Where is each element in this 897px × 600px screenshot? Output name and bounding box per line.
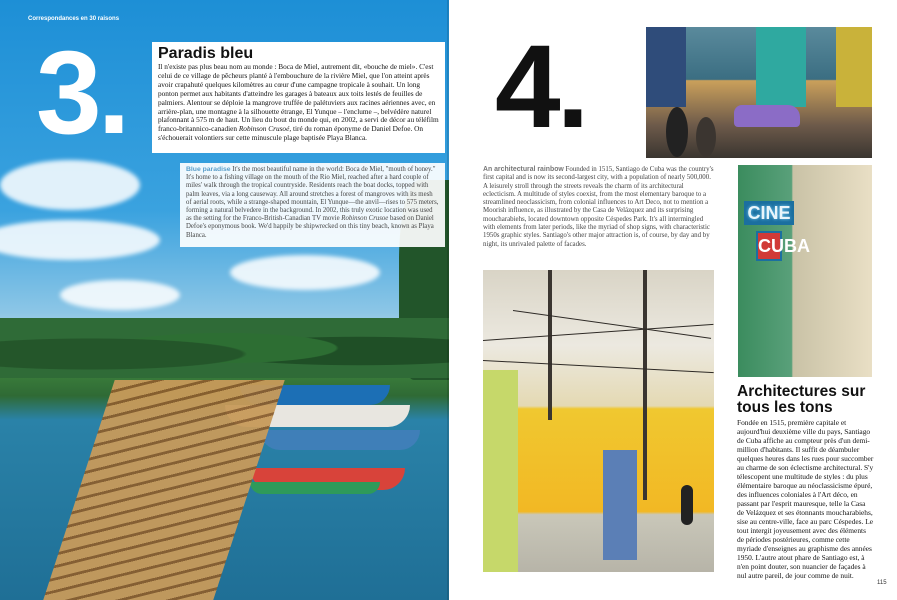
article-4-body-en: An architectural rainbow Founded in 1515, Santiago de Cuba was the country's first capital and is now its second-largest city, with a population of nearly 500,000. A leisurely stroll through the streets reveals the charm of its architectural eclecticism. A multitude of styles coexist, from the most elementary baroque to a streamlined neoclassicism, from colonial influences to Art Deco, not to mention a Moorish influence, as illustrated by the Casa de Velázquez and its surprising moucharabiehs, located downtown opposite Céspedes Park. It's all intermingled with elements from later periods, like the myriad of shop signs, with characteristic 1950s graphic styles. Santiago's other major attraction is, of course, by day and by night, its unrivaled palette of facades.	[483, 166, 714, 248]
sign-cuba: CUBA	[756, 231, 782, 261]
item-number-3: 3.	[36, 27, 127, 159]
photo-colonial-street-wires	[483, 270, 714, 572]
vintage-car	[734, 105, 800, 127]
article-4-french	[737, 418, 874, 580]
article-3-body-fr: Il n'existe pas plus beau nom au monde : Boca de Miel, autrement dit, «bouche de miel». C'est celui de ce village de pêcheurs planté à l'embouchure de la rivière Miel, que l'on atteint après avoir crapahuté quelques kilomètres au cœur d'une campagne tropicale à souhait. Un long ponton permet aux habitants d'atteindre les garages à bateaux aux toits lestés de feuilles de palmiers. Alentour se déploie la mangrove truffée de palétuviers aux racines aériennes avec, en arrière-plan, une montagne à la silhouette étrange, El Yunque – l'enclume –, belvédère naturel plafonnant à 575 m de haut. Un lieu du bout du monde qui, en 2002, a servi de décor au téléfilm franco-britannico-canadien Robinson Crusoé, tiré du roman éponyme de Daniel Defoe. On s'échouerait volontiers sur cette minuscule plage baptisée Playa Blanca.	[158, 62, 439, 143]
building	[836, 27, 872, 107]
utility-pole	[548, 270, 552, 420]
cloud	[0, 160, 140, 210]
article-3-lead-en: Blue paradise	[186, 166, 231, 173]
article-4-english	[483, 166, 715, 264]
article-4-title: Architectures sur tous les tons	[737, 383, 866, 416]
sign-cine: CINE	[744, 201, 794, 225]
article-3-body-en: Blue paradise It's the most beautiful name in the world: Boca de Miel, "mouth of honey." It's home to a fishing village on the mouth of the Rio Miel, reached after a hard couple of miles' walk through the tropical countryside. Residents reach the boat docks, topped with palm leaves, via a long causeway. All around stretches a forest of mangroves with its mesh of aerial roots, while a strange-shaped mountain, El Yunque—the anvil—rises to 575 meters, forming a natural belvedere in the background. In 2002, this truly exotic location was used as the setting for the Franco-British-Canadian TV movie Robinson Crusoe based on Daniel Defoe's eponymous book. We'd happily be shipwrecked on this tiny beach, known as Playa Blanca.	[186, 166, 439, 239]
article-3-french	[152, 42, 445, 153]
boat	[260, 430, 420, 450]
mangrove-treeline	[0, 318, 449, 378]
building	[646, 27, 686, 107]
building	[756, 27, 806, 107]
cloud	[60, 280, 180, 310]
pedestrian	[696, 117, 716, 157]
pedestrian	[681, 485, 693, 525]
item-number-4: 4.	[495, 21, 586, 153]
photo-cine-cuba-sign	[738, 165, 872, 377]
photo-santiago-street	[646, 27, 872, 158]
boat	[250, 482, 380, 494]
page-number: 115	[877, 580, 887, 586]
green-facade	[483, 370, 518, 572]
article-3-english	[180, 163, 445, 247]
wooden-pier	[40, 380, 285, 600]
cloud	[230, 255, 380, 290]
cloud	[0, 220, 160, 260]
article-3-title: Paradis bleu	[158, 45, 254, 62]
section-label: Correspondances en 30 raisons	[28, 16, 120, 22]
utility-pole	[643, 270, 647, 500]
article-4-body-fr: Fondée en 1515, première capitale et aujourd'hui deuxième ville du pays, Santiago de Cuba affiche au compteur près d'un demi-million d'habitants. Il suffit de déambuler quelques heures dans les rues pour succomber au charme de son éclectisme architectural. S'y télescopent une multitude de styles : du plus élémentaire baroque au néoclassicisme épuré, des influences coloniales à l'Art déco, en passant par l'esprit mauresque, telle la Casa de Velázquez et ses étonnants moucharabiehs, sise au centre-ville, face au parc Céspedes. Le tout intergit joyeusement avec des éléments de périodes postérieures, comme cette myriade d'enseignes au graphisme des années 1950. L'autre atout phare de Santiago est, à n'en point douter, son nuancier de façades à nul autre pareil, de jour comme de nuit.	[737, 418, 874, 580]
power-line	[513, 310, 711, 339]
article-4-lead-en: An architectural rainbow	[483, 166, 564, 173]
pedestrian	[666, 107, 688, 157]
blue-facade	[603, 450, 637, 560]
